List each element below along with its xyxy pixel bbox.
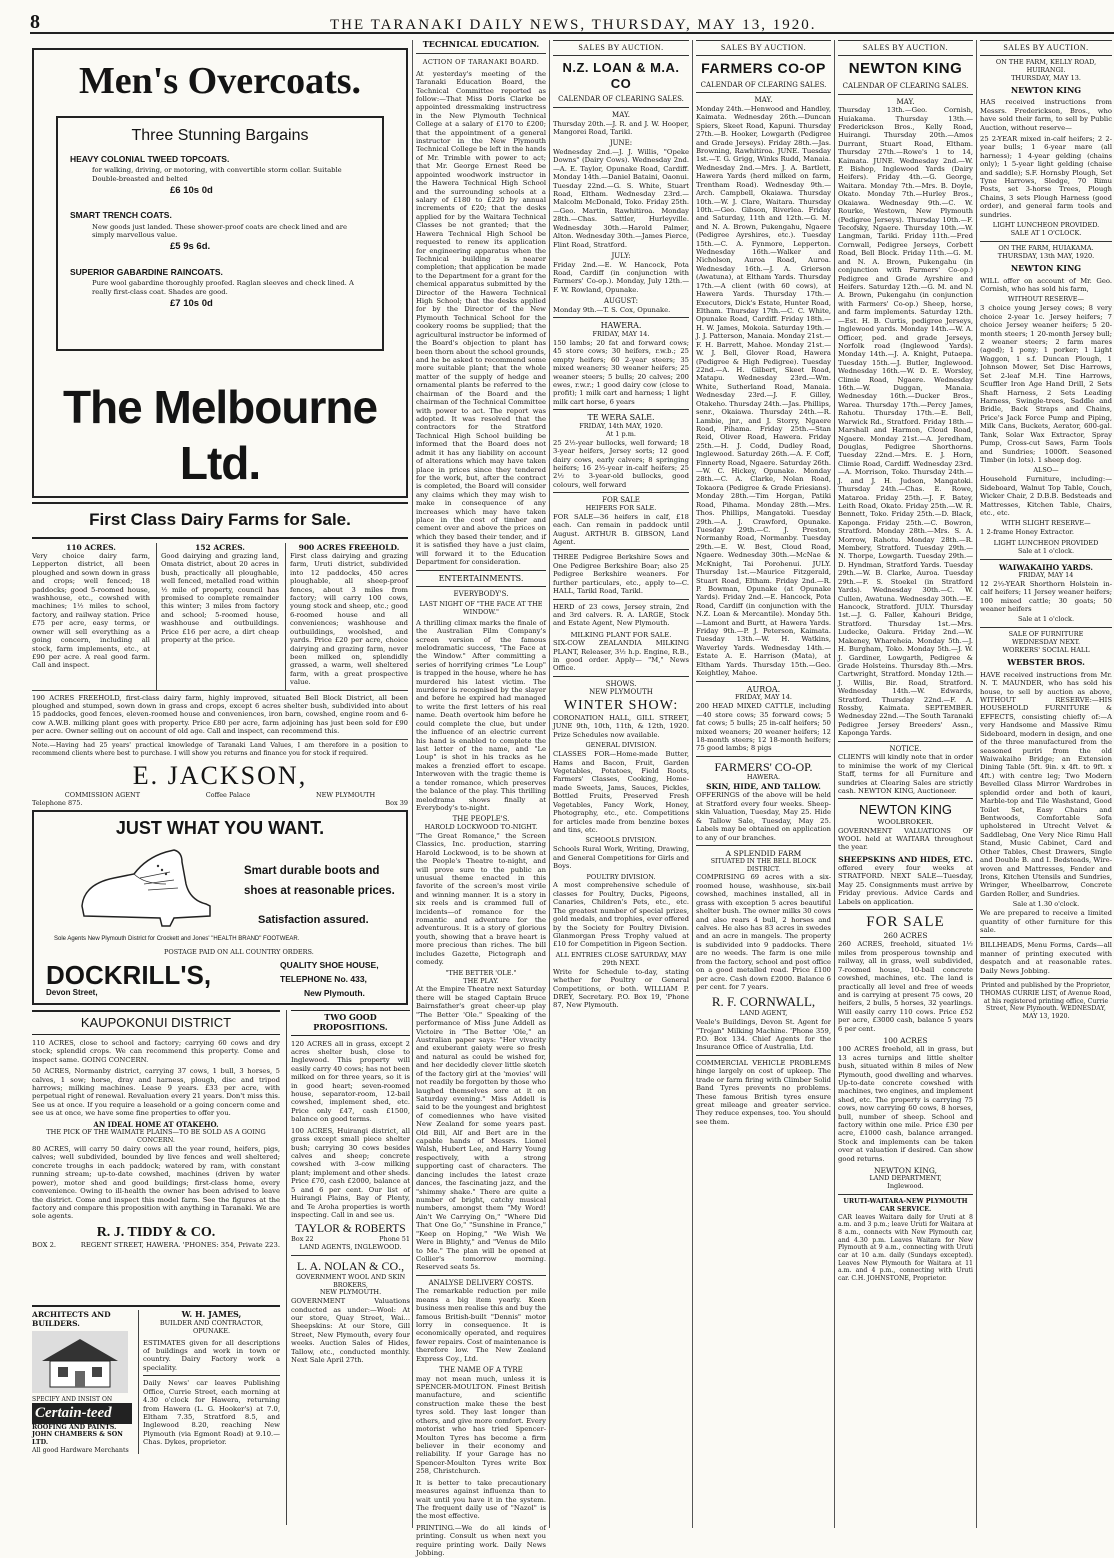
auroa-heading: AUROA. bbox=[746, 684, 781, 694]
sales-by-auction: SALES BY AUCTION. bbox=[696, 40, 831, 56]
agent-name: E. JACKSON, bbox=[132, 761, 308, 791]
face-body: A thrilling climax marks the finale of the Australian Film Company's screen version of the famous melodramatic success, "The Face at the Window." After committing a series of horrifying crimes "Le Loup" is trapped in the house, where he has murdered his latest victim. The murderer is recognised by the slayer and before he expired had managed to write the first letters of his real name. Death overtook him before he could complete the clue, but under the influence of an electric current his hand is enabled to complete the last letter of the name, and "Le Loup" is shot in his tracks as he makes a frenzied effort to escape. Interwoven with the tragic theme is a tender romance, which preserves the balance of the play. This thrilling melodrama shows finally at Everybody's to-night. bbox=[416, 618, 546, 812]
huiakama-date: THURSDAY, 13th MAY, 1920. bbox=[997, 251, 1095, 260]
farm-long: 190 ACRES FREEHOLD, first-class dairy farm, highly improved, situated Bell Block District, all been ploughed and stumped, sown down in grass and crops, except 6 acres shelter bush, subdivided into about 15 paddocks, good fences, eleven-roomed house and conveniences, iron barn, cowshed, engine room and 6-cow A.W.B. milking plant goes with property. Price £80 per acre, farm adjoining has just been sold for £90 per acre. Owner selling out on account of old age. Call and inspect, can recommend this. bbox=[32, 690, 408, 736]
sales-by-auction: SALES BY AUCTION. bbox=[980, 40, 1112, 56]
cornwall-address: Veale's Buildings, Devon St. Agent for "Trojan" Milking Machine. 'Phone 359, P.O. Box 134. Chief Agents for the Insurance Office of Australia, Ltd. bbox=[696, 1018, 831, 1052]
lunch-2: LIGHT LUNCHEON PROVIDED bbox=[993, 538, 1099, 547]
hardware-text: All good Hardware Merchants bbox=[32, 1446, 129, 1454]
farm-column bbox=[32, 543, 150, 690]
sale-1: SALE AT 1 O'CLOCK. bbox=[1010, 229, 1082, 238]
splendid-body: COMPRISING 69 acres with a six-roomed house, washhouse, six-bail cowshed, machines installed, all in grass with exception 5 acres beautiful shelter bush. The owner milks 30 cows and also rears 4 bull, 2 horses and calves. He also has 83 acres in swedes and an acre in mangels. The property is subdivided into 9 paddocks. There are no weeds. The farm is one mile from the factory, school and post office on a good metalled road. Price £100 per acre. Cash down £2000. Balance 6 per cent. for 7 years. bbox=[696, 873, 831, 991]
nolan-town: NEW PLYMOUTH. bbox=[319, 1288, 382, 1297]
dockrill-quality: QUALITY SHOE HOUSE, bbox=[280, 960, 379, 970]
agent-town: NEW PLYMOUTH bbox=[315, 791, 376, 800]
nk-heading: NEWTON KING bbox=[1010, 84, 1082, 95]
tewera-heading: TE WERA SALE. bbox=[587, 413, 655, 423]
farm-heading: ON THE FARM, KELLY ROAD, HUIRANGI. bbox=[995, 57, 1097, 74]
farm-title: 110 ACRES. bbox=[66, 542, 116, 552]
dockrill-line-2: shoes at reasonable prices. bbox=[244, 885, 395, 897]
sales-by-auction: SALES BY AUCTION. bbox=[553, 40, 689, 56]
dockrill-telephone: TELEPHONE No. 433, bbox=[280, 974, 367, 984]
tewera-time: At 1 p.m. bbox=[606, 429, 636, 438]
dockrill-ad bbox=[32, 810, 408, 1005]
nolan-name: L. A. NOLAN & CO., bbox=[296, 1259, 405, 1274]
dockrill-line-1: Smart durable boots and bbox=[244, 865, 380, 877]
imprint: Printed and published by the Proprietor, THOMAS CURRIE LIST, of Avenue Road, at his registered printing office, Currie Street, New Plymouth. WEDNESDAY, MAY 13, 1920. bbox=[980, 982, 1112, 1021]
hawera-body: 150 lambs; 20 fat and forward cows; 45 store cows; 30 heifers, r.w.b.; 25 empty heifers; 60 2-year steers; 35 mixed weaners; 30 weaner heifers; 25 weaner steers; 5 bulls; 20 calves; 200 ewes, r.w.r.; 1 good dairy cow (close to profit); 1 milk cart and harness; 1 light milk cart horse, 6 years bbox=[553, 338, 689, 406]
wool-body: GOVERNMENT VALUATIONS OF WOOL held at WAITARA throughout the year. bbox=[838, 826, 973, 852]
entries-body: Write for Schedule to-day, stating whether for Poultry or General Competitions, or both. WILLIAM P. DREY, Secretary. P.O. Box 19, 'Phone 87, New Plymouth. bbox=[553, 967, 689, 1010]
nk-list: 25 2-YEAR mixed in-calf heifers; 2 2-year bulls; 1 6-year mare (all harness); 1 4-year gelding (chains only); 1 5-year light gelding (chaise and saddle); S.F. Hornsby Plough, Set Tyne Harrows, Sledge, 70 Rimu Posts, set 3-horse Trees, Plough Chains, 3 sets Plough Harness (good order), and general farm tools and sundries. bbox=[980, 134, 1112, 219]
splendid-heading: A SPLENDID FARM bbox=[725, 849, 802, 858]
sales-by-auction: SALES BY AUCTION. bbox=[838, 40, 973, 56]
column-technical bbox=[416, 39, 547, 1558]
milking-body: SIX-COW ZEALANDIA MILKING PLANT, Releaser, 3½ h.p. Engine, R.B., in good order. Apply— "M," News Office. bbox=[553, 639, 689, 673]
wool-heading: NEWTON KING bbox=[859, 802, 952, 818]
peoples-heading: THE PEOPLE'S. bbox=[452, 815, 510, 824]
column-rule bbox=[549, 40, 550, 1528]
harold-body: "The Great Romance," the Screen Classics, Inc. production, starring Harold Lockwood, is to be shown at the People's Theatre to-night, and will prove sure to the public an unusual theme enacted in this favorite of the screen's most virile and winning manner. It is a story in six reels and is crammed full of incidents—of romance for the romantic and adventure for the adventurous. It is a story of glorious youth, showing that a brave heart is more precious than riches. The bill includes Gazette, Pictograph and comedy. bbox=[416, 831, 546, 967]
melbourne-ad bbox=[32, 48, 408, 498]
forsale-heading: FOR SALE bbox=[866, 914, 945, 931]
tyre-body: may not mean much, unless it is SPENCER-MOULTON. Finest British manufacture, and scientific construction make these the best tyres sold. They last longer than others, and give more comfort. Every motorist who has tried Spencer-Moulton Tyres has become a firm believer in their economy and reliability. If your Garage has no Spencer-Moulton Tyres write Box 258, Christchurch. bbox=[416, 1374, 546, 1476]
nk2-body: WILL offer on account of Mr. Geo. Cornish, who has sold his farm, bbox=[980, 276, 1112, 294]
item-price: £6 10s 0d bbox=[170, 184, 213, 196]
bargains-heading: Three Stunning Bargains bbox=[131, 127, 309, 145]
roofing-text: ROOFING AND PAINTS. bbox=[32, 1423, 117, 1431]
better-heading: "THE BETTER 'OLE." bbox=[445, 968, 517, 977]
sale-3: Sale at 1 o'clock. bbox=[1017, 615, 1075, 624]
proposition-2: 100 ACRES, Huirangi district, all grass except small piece shelter bush; carrying 30 cows besides calves and sheep; concrete cowshed with 3-cow milking plant; implement and other sheds. Price £70, cash £2000, balance at 5 and 6 per cent. Our list of Huirangi Plains, Bay of Plenty, and Te Aroha properties is worth inspecting. Call in and see us. bbox=[291, 1126, 410, 1219]
printing-body: PRINTING.—We do all kinds of printing. Consult us when next you require printing work. Daily News Jobbing. bbox=[416, 1523, 546, 1558]
reserve-body: 1 2-frame Honey Extractor. bbox=[980, 528, 1075, 537]
cornwall-name: R. F. CORNWALL, bbox=[711, 994, 816, 1010]
furniture-heading: SALE OF FURNITURE bbox=[1008, 630, 1084, 639]
workers-hall: WORKERS' SOCIAL HALL bbox=[1002, 646, 1090, 655]
nolan-role: GOVERNMENT WOOL AND SKIN BROKERS, bbox=[295, 1273, 406, 1289]
loan-july-body: Friday 2nd.—E. W. Hancock, Pota Road, Cardiff (in conjunction with Farmers' Co-op.). Monday, July 12th.—F. W. Rowland, Opunake. bbox=[553, 260, 689, 294]
fc-body: OFFERINGS of the above will be held at Stratford every four weeks. Sheep-skin Valuation, Tuesday, May 25. Hide & Tallow Sale, Tuesday, May 25. Labels may be obtained on application to any of our branches. bbox=[696, 791, 831, 842]
commercial-body: COMMERCIAL VEHICLE PROBLEMS hinge largely on cost of upkeep. The trade or farm firing with Climber Solid Band Tyres prevents no problems. These famous British tyres ensure great mileage and greater service. They reduce expenses, too. You should see them. bbox=[696, 1058, 831, 1126]
notice-heading: NOTICE. bbox=[889, 744, 922, 753]
nk2-heading: NEWTON KING bbox=[1010, 262, 1082, 273]
acres100-heading: 100 ACRES bbox=[883, 1036, 928, 1046]
kaupokonui-heading: KAUPOKONUI DISTRICT bbox=[32, 1010, 280, 1035]
precaution-body: It is better to take precautionary measures against influenza than to wait until you have it in the system. The frequent daily use of "Nazol" is the most effective. bbox=[416, 1478, 546, 1521]
cornwall-role: LAND AGENT, bbox=[739, 1009, 788, 1018]
item-name: SUPERIOR GABARDINE RAINCOATS. bbox=[70, 266, 223, 277]
kaupokonui-p3: 80 ACRES, will carry 50 dairy cows all the year round, heifers, pigs, calves; well subdivided, bounded by live fences and well sheltered; concrete troughs in each paddock; watered by ram, with constant running stream; up-to-date cowshed, machines (driven by water power), motor shed and good buildings; first-class home, every convenience. Owing to ill-health the owner has been advised to leave the district. Come and inspect this model farm. See the figures at the factory and compare this proposition with anything in Taranaki. We are sole agents. bbox=[32, 1145, 280, 1221]
agent-box: Box 39 bbox=[385, 798, 408, 807]
woolbroker: WOOLBROKER. bbox=[877, 818, 934, 827]
analyse-heading: ANALYSE DELIVERY COSTS. bbox=[428, 1278, 534, 1287]
webster-body: HAVE received instructions from Mr. N. T. MAUNDER, who has sold his house, to sell by auction as above, WITHOUT RESERVE:—HIS HOUSEHOLD FURNITURE & EFFECTS, consisting chiefly of:—A very Handsome and Massive Rimu Sideboard, modern in design, and one of the three manufactured from the seasoned puriri from the old Waiwakaiho Bridge; an Extension Dining Table (5ft. 9in. x 4ft. to 9ft. x 4ft.) with centre leg; Two Modern Bevelled Glass Mirror Wardrobes in splendid order and both of kauri, Marble-top and Tile Washstand, Good Toilet Set, Easy Chairs and Bentwoods, Comfortable Sofa upholstered in Utrecht Velvet & Saddlebag, One Very Nice Rimu Hall Stand, Music Cabinet, Card and Other Tables, Chest Drawers, Single and Double B. and I. Bedsteads, Wire-woven and Mattresses, Fender and Irons, Kitchen Utensils and Sundries, Wringer, Wheelbarrow, Concrete Garden Roller, and Sundries. bbox=[980, 670, 1112, 898]
column-farmers-coop bbox=[696, 40, 831, 1528]
ad-heading: Men's Overcoats. bbox=[78, 60, 362, 102]
builder-role: BUILDER AND CONTRACTOR, OPUNAKE. bbox=[159, 1318, 264, 1335]
house-icon bbox=[32, 1331, 128, 1393]
entertainments-heading: ENTERTAINMENTS. bbox=[438, 573, 524, 583]
column-rule bbox=[834, 40, 835, 1528]
land-dept-name: NEWTON KING, bbox=[873, 1166, 938, 1176]
proposition-1: 120 ACRES all in grass, except 2 acres shelter bush, close to Inglewood. This property will easily carry 40 cows; has not been milked on for three years, so it is in good heart; seven-roomed house, separator-room, 12-bail cowshed, implement shed, etc. Price only £47, cash £1500, balance on good terms. bbox=[291, 1039, 410, 1124]
fc-town: HAWERA. bbox=[746, 773, 781, 782]
builder-text: ESTIMATES given for all descriptions of buildings and work in town or country. Dairy Factory work a speciality. bbox=[143, 1338, 280, 1372]
farmers-may: MAY. bbox=[754, 96, 773, 105]
entries-heading: ALL ENTRIES CLOSE SATURDAY, MAY 29th NEXT. bbox=[555, 950, 687, 967]
harold-heading: HAROLD LOCKWOOD TO-NIGHT. bbox=[424, 822, 538, 831]
masthead bbox=[30, 8, 1114, 34]
loan-may-body: Thursday 20th.—J. R. and J. W. Hooper, Mangorei Road, Tarikl. bbox=[553, 119, 689, 136]
daily-news-car: Daily News' car leaves Publishing Office, Currie Street, each morning at 4.30 o'clock for Hawera, returning from Hawera (L. G. Hooker's) at 7.0, Eltham 7.35, Stratford 8.5, and Inglewood 8.20, reaching New Plymouth (via Egmont Road) at 9.10.—Chas. Dykes, proprietor. bbox=[143, 1379, 280, 1447]
general-heading: GENERAL DIVISION. bbox=[585, 741, 657, 750]
shows-heading: SHOWS. bbox=[605, 679, 637, 688]
better-body: At the Empire Theatre next Saturday there will be staged Captain Bruce Bairnsfather's great cheer-up play "The Better 'Ole." Speaking of the performance of Miss June Addell as Victoire in "The Better 'Ole," an Australian paper says: "Her vivacity and exuberant gaiety were so fresh and natural as could be wished for, and her decidedly clever little sketch of the factory girl at the 'movies' will not readily be forgotten by those who laughed themselves sore at it on Saturday evening." Miss Addell is said to be the youngest and brightest of comediennes who have visited New Zealand for some years past. Old Bill, Alf and Bert are in the capable hands of Messrs. Lionel Walsh, Hubert Lee, and Harry Young respectively, with a strong supporting cast of characters. The dancing includes the latest craze dances, the fascinating jazz, and the "shimmy shake." There are quite a number of bright, catchy musical numbers, amongst them "My Word! Ain't We Carrying On," "Where Did That One Go," "Sunshine in France," "Keep on Hoping," "We Wish We Were in Blighty," and "Venus de Milo to Me." The plan will be opened at Collier's tomorrow morning. Reserved seats 5s. bbox=[416, 985, 546, 1272]
propositions-ad bbox=[286, 1010, 410, 1525]
kaupokonui-p2: 50 ACRES, Normanby district, carrying 37 cows, 1 bull, 3 horses, 5 calves, 1 sow; horse, dray and harness, plough, disc and tripod harrows; milking machines. Lease 9 years. £33 per acre, with perpetual right of renewal. Revaluation every 21 years. Don't miss this. See us at once. If you require a leasehold or a going concern come and see us at once, we have some fine properties to offer you. bbox=[32, 1067, 280, 1118]
dockrill-name: DOCKRILL'S, bbox=[46, 960, 212, 990]
dockrill-town: New Plymouth. bbox=[304, 988, 365, 998]
taylor-roberts: TAYLOR & ROBERTS bbox=[295, 1223, 406, 1236]
acres260-heading: 260 ACRES bbox=[883, 931, 928, 941]
taylor-box: Box 22 bbox=[291, 1235, 314, 1244]
sale-2: Sale at 1 o'clock. bbox=[1017, 546, 1075, 555]
without-reserve: WITHOUT RESERVE— bbox=[1008, 295, 1084, 304]
nk-body: HAS received instructions from Messrs. Frederickson, Bros., who have sold their farm, to sell by Public Auction, without reserve— bbox=[980, 98, 1112, 132]
sheepskins-body: offered every four weeks at STRATFORD. NEXT SALE—Tuesday, May 25. Consignments must arrive by Friday previous. Advice Cards and Labels on application. bbox=[838, 863, 973, 906]
land-dept-role: LAND DEPARTMENT, bbox=[869, 1174, 942, 1183]
farms-heading: First Class Dairy Farms for Sale. bbox=[32, 502, 408, 539]
sheepskins-heading: SHEEPSKINS AND HIDES, ETC. bbox=[838, 854, 973, 864]
loan-july: JULY: bbox=[611, 251, 631, 260]
hawera-date: FRIDAY, MAY 14. bbox=[592, 329, 650, 338]
agent-telephone: Telephone 875. bbox=[32, 798, 83, 807]
shoe-icon bbox=[74, 844, 224, 929]
column-rule bbox=[692, 40, 693, 1528]
waiwakaiho-body: 12 2½-YEAR Shorthorn Holstein in-calf heifers; 11 Jersey weaner heifers; 100 mixed cattle; 30 goats; 50 weaner heifers bbox=[980, 579, 1112, 613]
newton-calendar: CALENDAR OF CLEARING SALES. bbox=[842, 82, 969, 91]
certainteed-brand: Certain-teed bbox=[32, 1403, 132, 1423]
milking-heading: MILKING PLANT FOR SALE. bbox=[570, 630, 672, 639]
poultry-body: A most comprehensive schedule of classes for Poultry, Ducks, Pigeons, Canaries, Children's Pets, etc., etc. The greatest number of special prizes, gold medals, and trophies, ever offered by the Society for Poultry Division. Glanmorgan Press Trophy valued at £10 for Competition in Pigeon Section. bbox=[553, 881, 689, 949]
loan-may: MAY. bbox=[612, 111, 630, 119]
also-body: Household Furniture, including:—Sideboard, Walnut Top Table, Couch, Wicker Chair, 2 D.B.B. Bedsteads and Mattresses, Kitchen Table, Chairs, etc., etc. bbox=[980, 475, 1112, 517]
item-desc: Pure wool gabardine thoroughly proofed. Raglan sleeves and check lined. A really first-class coat. Shades are good. bbox=[92, 279, 354, 296]
uruti-body: CAR leaves Waitara daily for Uruti at 8 a.m. and 3 p.m.; leave Uruti for Waitara at 8 a.m., connects with New Plymouth car, and 4.30 p.m. Leaves Waitara for New Plymouth at 9 a.m., connecting with Uruti car at 10 a.m. daily (Sundays excepted). Leaves New Plymouth for Waitara at 11 a.m. and 4 p.m., connecting with Uruti car. C.H. JOHNSTONE, Proprietor. bbox=[838, 1213, 973, 1282]
dockrill-line-3: Satisfaction assured. bbox=[258, 914, 369, 926]
kaupokonui-sub: AN IDEAL HOME AT OTAKEHO. bbox=[93, 1119, 219, 1129]
farm-note: Note.—Having had 25 years' practical knowledge of Taranaki Land Values, I am therefore in a position to recommend clients where best to purchase. I will show you returns and finance you for stock if required. bbox=[32, 739, 408, 758]
analyse-body: The remarkable reduction per mile means a big item yearly. Keen business men realise this and buy the famous British-built "Dennis" motor lorry in consequence. It is economically operated, and requires fewer repairs. Cost of maintenance is therefore low. The New Zealand Express Coy., Ltd. bbox=[416, 1287, 547, 1363]
schools-heading: SCHOOLS DIVISION. bbox=[585, 836, 657, 845]
farmers-banner: FARMERS CO-OP bbox=[701, 59, 826, 76]
item-price: £5 9s 6d. bbox=[170, 241, 211, 253]
kaupokonui-box: BOX 2. bbox=[32, 1240, 57, 1249]
builder-name: W. H. JAMES, bbox=[181, 1309, 242, 1319]
reserve-heading: WITH SLIGHT RESERVE— bbox=[1001, 519, 1091, 528]
farm-title: 900 ACRES FREEHOLD. bbox=[298, 542, 400, 552]
farm-body: First class dairying and grazing farm, Uruti district, subdivided into 12 paddocks, 450 acres ploughable, all sheep-proof fences, about 3 miles from factory; will carry 100 cows, young stock and sheep, etc.; good 6-roomed house and all conveniences; washhouse and outbuildings, woolshed, and yards. Price £20 per acre, choice dairying and grazing farm, never been milked on, splendidly grassed, a warm, well sheltered farm, with a great prospective value. bbox=[290, 551, 408, 687]
column-rule bbox=[976, 40, 977, 1528]
loan-aug-body: Monday 9th.—T. S. Cox, Opunake. bbox=[553, 305, 671, 314]
column-last bbox=[980, 40, 1112, 1528]
schools-body: Schools Rural Work, Writing, Drawing, and General Competitions for Girls and Boys. bbox=[553, 845, 689, 871]
tyre-heading: THE NAME OF A TYRE bbox=[439, 1366, 523, 1375]
prepared-body: We are prepared to receive a limited quantity of other furniture for this sale. bbox=[980, 909, 1112, 934]
kaupokonui-ad bbox=[32, 1010, 280, 1300]
item-price: £7 10s 0d bbox=[170, 297, 213, 309]
tewera-date: FRIDAY, 14th MAY, 1920. bbox=[579, 421, 663, 430]
propositions-heading: TWO GOOD PROPOSITIONS. bbox=[291, 1010, 410, 1036]
taylor-role: LAND AGENTS, INGLEWOOD. bbox=[299, 1243, 402, 1252]
tewera-body: 25 2½-year bullocks, well forward; 18 3-year heifers, Jersey sorts; 12 good dairy cows, early calvers; 8 springing heifers; 16 2½-year in-calf heifers; 25 2½ to 3-year-old bullocks, good colours, well forward bbox=[553, 438, 689, 489]
technical-sub: ACTION OF TARANAKI BOARD. bbox=[422, 57, 540, 66]
farm-column bbox=[285, 543, 408, 690]
fc-sub: SKIN, HIDE, AND TALLOW. bbox=[706, 782, 821, 792]
loan-calendar: CALENDAR OF CLEARING SALES. bbox=[558, 95, 684, 104]
play-heading: THE PLAY. bbox=[463, 976, 499, 985]
loan-banner: N.Z. LOAN & M.A. CO bbox=[562, 59, 680, 91]
heifers-body: FOR SALE—36 heifers in calf, £18 each. Can remain in paddock until August. ARTHUR B. GIBSON, Land Agent. bbox=[553, 512, 689, 547]
newton-body: Thursday 13th.—Geo. Cornish, Huiakama. Thursday 13th.—Frederickson Bros., Kelly Road, Huirangi. Thursday 20th.—Amos Durrant, Stuart Road, Eltham. Thursday 27th.—Rowe's 1 to 14, Kaimata. JUNE. Wednesday 2nd.—W. P. Bishop, Inglewood Yards (Dairy Heifers). Friday 4th.—G. George, Waitara. Monday 7th.—Mrs. B. Doyle, Okato. Monday 7th.—Hurley Bros., Okaiawa. Wednesday 9th.—C. W. Rourke, Westown, New Plymouth (Pedigree Jerseys). Thursday 10th.—F. Tecofsky, Ngaere. Thursday 10th.—W. Langman, Tariki. Friday 11th.—Fred Cornwall, Pedigree Jerseys, Corbett Road, Bell Block. Friday 11th.—G. M. and N. A. Brown, Pukengahu (in conjunction with Farmers' Co-op.) Pedigree and Grade Ayrshire and Heifers. Saturday 12th.—G. M. and N. A. Brown, Pukengahu (in conjunction with Farmers' Co-op.) Sheep, horse, and farm implements. Saturday 12th.—Est. H. B. Curtis, pedigree Jerseys, Inglewood yards. Monday 14th.—W. A. Officer, ped. and grade Jerseys, Norfolk road (Inglewood Yards). Monday 14th.—J. A. Knight, Putaepa. Tuesday 15th.—J. Butler, Inglewood. Wednesday 16th.—W. D. E. Worsley, Climie Road, Ngaere. Wednesday 16th.—W. Duggan, Manaia. Wednesday 16th.—Ducker Bros., Warea. Thursday 17th.—Percy James, Rahotu. Thursday 17th.—E. Bell, Warwick Rd., Stratford. Friday 18th.—Marshall and Harmon, Cloud Road, Ngaere. Monday 21st.—A. Jeredham, Douglas, Pedigree Shorthorns. Tuesday 22nd.—Mrs. E. J. Horn, Climie Road, Cardiff. Wednesday 23rd.—A. Morrison, Toko. Thursday 24th.—J. and J. H. Judson, Mangatoki. Thursday 24th.—Chas. E. Rowe, Mataroa. Friday 25th.—J. F. Batey, Leith Road, Okato. Friday 25th.—W. R. Bennett, Toko. Friday 25th.—D. Black, Kaponga. Friday 25th.—C. Bowron, Stratford. Monday 28th.—Mrs. S. A. Morrow, Rahotu. Monday 28th.—R. Membery, Stratford. Tuesday 29th.—N. Thorpe, Lowgarth. Tuesday 29th.—D. Hyndman, Stratford Yards. Tuesday 29th.—W. B. Clarke, Auroa. Tuesday 29th.—F. S. Stoekel (in Stratford Yards). Wednesday 30th.—C. W. Cullen, Awatuna. Wednesday 30th.—E. Hancock, Stratford. JULY. Thursday 1st.—J. G. Faller, Kahouri Bridge, Stratford. Thursday 1st.—Mrs. Ludecke, Oakura. Friday 2nd.—W. Makeney, Whareheia. Monday 5th.—J. H. Burgham, Toko. Monday 5th.—J. W. J. Gardiner, Lowgarth, Pedigree & Grade Holsteins. Thursday 8th.—Mrs. Cartwright, Stratford. Monday 12th.—J. Willis, Bir. Road, Stratford. Wednesday 14th.—W. Edwards, Stratford. Thursday 22nd.—F. A. Rossby, Kaimata. SEPTEMBER. Wednesday 22nd.—The South Taranaki Pedigree Jersey Breeders' Assn., Kaponga Yards. bbox=[838, 106, 974, 738]
column-nz-loan bbox=[553, 40, 689, 1528]
farmers-body: Monday 24th.—Henwood and Handley, Kaimata. Wednesday 26th.—Duncan Spiers, Skeet Road, Kapuni. Thursday 27th.—B. Hooker, Lowgarth (Pedigree and Grade Jerseys). Friday 28th.—Jas. Browning, Rawhitiroa. JUNE. Tuesday 1st.—T. G. Grigg, Winks Rudd, Manaia. Wednesday 2nd.—Mrs. J. A. Bartlett, Hawera Yards (herd milked on farm, Trentham Road). Wednesday 9th.—Arch. Campbell, Okaiawa. Thursday 10th.—W. J. Clare, Waitara. Thursday 10th.—Geo. Gibson, Riverlea. Friday and Saturday, 11th and 12th.—G. M. and N. A. Brown, Pukengahu, Ngaere (Pedigree Ayrshires, etc.). Tuesday 15th.—C. A. Fynmore, Lepperton. Wednesday 16th.—Walker and Nicholson, Auroa Road, Auroa. Wednesday 16th.—J. A. Grierson (Awatuna), at Eltham Yards. Thursday 17th.—A client (with 60 cows), at Hawera Yards. Thursday 17th.—Executors, Dick's Estate, Hunter Road, Eltham. Thursday 17th.—C. C. White, Opunake Road, Cardiff. Friday 18th.—H. W. James, Mokoia. Saturday 19th.—J. J. Patterson, Manaia. Monday 21st.—F. H. Barrett, Mahoe. Monday 21st.—W. J. Bell, Glover Road, Hawera (Pedigree & High Pedigree). Tuesday 22nd.—A. H. Gilbert, Skeet Road, Matapu. Wednesday 23rd.—Wm. White, Sutherland Road, Manaia. Wednesday 23rd.—J. F. Gilley, Otakeho. Thursday 24th.—Jas. Phillips, senr., Okaiawa. Thursday 24th.—R. Lambie, jnr., and J. Storry, Ngaere Road, Pihama. Friday 25th.—Stan Reid, Oliver Road, Hawera. Friday 25th.—H. J. Codd, Dudley Road, Inglewood. Saturday 26th.—A. F. Coff, Finnerty Road, Ngaere. Saturday 26th.—W. C. Hickey, Opunake. Monday 28th.—C. A. Clarke, Nolan Road, Tokaora (Pedigree & Grade Friesians). Monday 28th.—Tim Horgan, Patiki Road, Pihama. Monday 28th.—Mrs. Thos. Phillips, Mangatoki. Tuesday 29th.—A. J. Crawford, Opunake. Tuesday 29th.—C. J. Preston, Normanby Road, Normanby. Tuesday 29th.—E. W. Best, Cloud Road, Ngaere. Wednesday 30th.—McNae & McKnight, Tai Porohenui. JULY. Thursday 1st.—Maurice Fitzgerald, Stuart Road, Eltham. Friday 2nd.—R. P. Bowman, Opunake (at Opunake Yards). Friday 2nd.—E. Hancock, Pota Road, Cardiff (in conjunction with the N.Z. Loan & Mercantile). Monday 5th.—Lamont and Burtt, at Hawera Yards. Friday 9th.—P. J. Peterson, Kaimata. Tuesday 13th.—W. H. Watkins, Waverley Yards. Wednesday 14th.—Estate A. E. Harrison (Mata), at Eltham Yards. Thursday 15th.—Geo. Keightley, Mahoe. bbox=[696, 104, 831, 678]
farmers-calendar: CALENDAR OF CLEARING SALES. bbox=[700, 80, 827, 89]
farm-date: THURSDAY, MAY 13. bbox=[1011, 73, 1081, 82]
face-heading: LAST NIGHT OF "THE FACE AT THE WINDOW." bbox=[419, 599, 543, 616]
specify-text: SPECIFY AND INSIST ON bbox=[32, 1396, 113, 1404]
farms-ad bbox=[32, 502, 408, 807]
builder-ad bbox=[138, 1310, 280, 1454]
farm-body: Very choice dairy farm, Lepperton district, all been ploughed and sown down in grass and crops; well fenced; 18 paddocks; good 5-roomed house, washhouse, etc., cowshed with machines; 1½ miles to school, factory, and railway station. Price £75 per acre, easy terms, or owner will sell everything as a going concern, including all stock, farm implements, etc., at £90 per acre. A real good farm. Call and inspect. bbox=[32, 551, 150, 670]
sale-4: Sale at 1.30 o'clock. bbox=[1012, 900, 1080, 909]
heifers-heading: HEIFERS FOR SALE. bbox=[585, 503, 657, 512]
poultry-heading: POULTRY DIVISION. bbox=[586, 872, 656, 881]
column-rule bbox=[412, 40, 413, 1528]
agent-address: Coffee Palace bbox=[205, 791, 251, 800]
bargains-box bbox=[56, 116, 384, 351]
hawera-heading: HAWERA. bbox=[600, 321, 642, 331]
loan-june: JUNE: bbox=[609, 139, 633, 148]
auroa-body: 200 HEAD MIXED CATTLE, including—40 store cows; 35 forward cows; 5 fat cows; 5 bulls; 25 in-calf heifers; 50 mixed weaners; 20 weaner heifers; 12 18-month steers; 12 18-month heifers; 75 good lambs; 8 pigs bbox=[696, 702, 831, 753]
billheads-body: BILLHEADS, Menu Forms, Cards—all manner of printing executed with despatch and at reasonable rates. Daily News Jobbing. bbox=[980, 941, 1112, 975]
general-body: CLASSES FOR—Home-made Butter, Hams and Bacon, Fruit, Garden Vegetables, Potatoes, Field Roots, Farmers' Classes, Cooking, Home-made Sweets, Jams, Sauces, Pickles, Bottled Fruits, Preserved Fresh Vegetables, Fancy Work, Honey, Photography, etc., etc. Competitions for articles made from benzine boxes and tins, etc. bbox=[553, 750, 689, 834]
kaupokonui-p1: 110 ACRES, close to school and factory; carrying 60 cows and dry stock; splendid crops. We can recommend this property. Come and inspect same. GOING CONCERN. bbox=[32, 1038, 280, 1064]
nolan-body: GOVERNMENT Valuations conducted as under:—Wool: At our store, Quay Street, Wai... Sheepskins: At our Store, Gill Street, New Plymouth, every four weeks. Auction Sales of Hides, Tallow, etc., conducted monthly. Next Sale April 27th. bbox=[291, 1297, 410, 1365]
wednesday-next: WEDNESDAY NEXT. bbox=[1011, 638, 1081, 647]
firm-text: JOHN CHAMBERS & SON LTD. bbox=[32, 1431, 123, 1447]
winter-body: CORONATION HALL, GILL STREET, JUNE 9th, 10th, 11th, & 12th, 1920. Prize Schedules now available. bbox=[553, 713, 689, 739]
auroa-date: FRIDAY, MAY 14. bbox=[735, 693, 792, 702]
pigs-body: THREE Pedigree Berkshire Sows and One Pedigree Berkshire Boar; also 25 Pedigree Berkshire weaners. For further particulars, etc., apply to—C. HALL, Tarikl Road, Tarikl. bbox=[553, 553, 689, 596]
land-dept-town: Inglewood. bbox=[887, 1182, 924, 1191]
item-desc: for walking, driving, or motoring, with convertible storm collar. Suitable Double-breasted and belted bbox=[92, 166, 342, 183]
architects-heading: ARCHITECTS AND BUILDERS. bbox=[32, 1310, 111, 1329]
dockrill-street: Devon Street, bbox=[46, 988, 98, 997]
page-number: 8 bbox=[30, 11, 40, 33]
item-desc: New goods just landed. These shower-proof coats are check lined and are simply marvellous value. bbox=[92, 222, 348, 240]
splendid-sub: SITUATED IN THE BELL BLOCK DISTRICT. bbox=[710, 858, 817, 873]
column-newton-king bbox=[838, 40, 973, 1528]
technical-body: At yesterday's meeting of the Taranaki Education Board, the Technical Committee reported as follow:—That Miss Doris Clarke be appointed dressmaking instructress in the New Plymouth Technical College at a salary of £170 to £200; that the appointment of a general instructor in the New Plymouth Technical College be left in the hands of Mr. Trimble with power to act; that Mr. George Ernest Reed be appointed woodwork instructor in the Hawera Technical High School and the surrounding schools at a salary of £180 to £220 by annual increments of £20; that the desks applied for by the Waitara Technical Classes be not granted; that the Hawera Technical High School be requested to renew its application for engineering apparatus when the Technical building is nearer completion; that application be made to the Department for a grant for the chemical apparatus submitted by the Director of the Hawera Technical High School; that the desks applied for by the Director of the New Plymouth Technical School for the cookery rooms be supplied; that the agricultural instructor be informed of the Board's objection to plant has been thorn about the school grounds, and he be asked to recommend some more suitable plant; that the whole matter of the supply of hedge and ornamental plants be referred to the chairman of the Board and the chairman of the Technical Committee with power to act. The report was adopted. It was resolved that the contractors for the Stratford Technical High School building be informed that the Board does not admit it has any liability on account of alterations which may have taken place in prices since they tendered for the work, but, after the contract is completed, the Board will consider any claims which they may wish to make in consequence of any increases which may have taken place in the cost of timber and cement over and above the prices on which they based their tender, and if it is satisfied they have a just claim, will forward it to the Education Department for consideration. bbox=[416, 69, 546, 567]
list-2: 3 choice young Jersey cows; 8 very choice 2-year 1c. Jersey heifers; 7 choice Jersey weaner heifers; 5 20-month steers; 1 20-month Jersey bull; 2 weaner steers; 2 farm mares (aged); 1 pony; 1 porker; 1 Light Waggon, 1 s.f. Duncan Plough, 1 Johnson Mower, Set Disc Harrows, Set 2-leaf M.H. Tine Harrows, Scuffler Iron Age Hand Drill, 2 Sets Shaft Harness, 2 Sets Leading Harness, Swingle-trees, Saddle and Bridle, Back Straps and Chains, Price's Jack Force Pump and Piping, Milk Cans, Buckets, Aerator, 600-gal. Tank, Solar Wax Extractor, Spray Pump, Cross-cut Saws, Farm Tools and Sundries; 1000ft. Seasoned Timber (in lots). 1 sheep dog. bbox=[980, 304, 1112, 464]
agent-role: COMMISSION AGENT bbox=[64, 791, 141, 800]
architects-ad bbox=[32, 1305, 280, 1525]
loan-june-body: Wednesday 2nd.—J. J. Willis, "Opeke Downs" (Dairy Cows). Wednesday 2nd.—A. E. Taylor, Opunake Road, Cardiff. Monday 14th.—Daniel Bataini, Oaonui. Tuesday 22nd.—G. S. White, Stuart Road, Eltham. Wednesday 23rd.—Malcolm McDonald, Toko. Friday 25th.—Geo. Martin, Rawhitiroa. Monday 28th.—Chas. Sattler, Hurleyville. Wednesday 30th.—Harold Palmer, Alton. Wednesday 30th.—James Pierce, Flint Road, Stratford. bbox=[553, 147, 689, 249]
also-heading: ALSO— bbox=[1033, 466, 1059, 475]
np-heading: NEW PLYMOUTH bbox=[589, 688, 653, 697]
kaupokonui-sub2: THE PICK OF THE WAIMATE PLAINS—TO BE SOLD AS A GOING CONCERN. bbox=[46, 1128, 266, 1145]
fc-heading: FARMERS' CO-OP. bbox=[714, 759, 813, 774]
newspaper-title: THE TARANAKI DAILY NEWS, THURSDAY, MAY 13, 1920. bbox=[330, 17, 817, 33]
dockrill-postage: POSTAGE PAID ON ALL COUNTRY ORDERS. bbox=[164, 948, 314, 956]
acres100-body: 100 ACRES freehold, all in grass, but 13 acres turnips and little shelter bush, situated within 8 miles of New Plymouth, good dwelling and wharves. Up-to-date concrete cowshed with machines, two engines, and implement shed, etc. The property is carrying 75 cows, now carrying 60 cows, 8 horses, bull, number of sheep. School and factory within one mile. Price £30 per acre, £1000 cash, balance arranged. Stock and implements can be taken over at valuation if desired. Can show good returns. bbox=[838, 1045, 973, 1163]
melbourne-name: The Melbourne Ltd. bbox=[62, 381, 378, 490]
dockrill-agents: Sole Agents New Plymouth District for Crockett and Jones' "HEALTH BRAND" FOOTWEAR. bbox=[54, 936, 300, 942]
kaupokonui-address: REGENT STREET, HAWERA. 'PHONES: 354, Private 223. bbox=[80, 1240, 280, 1249]
farm-body: Good dairying and grazing land, Omata district, about 20 acres in bush, practically all ploughable, well fenced, metalled road within ½ mile of property, council has promised to complete remainder this winter; 3 miles from factory and school; 5-roomed house, washhouse and outbuildings. Price £16 per acre, a dirt cheap property at the price. bbox=[161, 551, 279, 645]
waiwakaiho-date: FRIDAY, MAY 14 bbox=[1018, 570, 1074, 579]
notice-body: CLIENTS will kindly note that in order to minimise the work of my Clerical Staff, terms for all Furniture and sundries at Clearing Sales are strictly cash. NEWTON KING, Auctioneer. bbox=[838, 753, 973, 795]
webster-heading: WEBSTER BROS. bbox=[1007, 657, 1085, 668]
kaupokonui-agent: R. J. TIDDY & CO. bbox=[96, 1224, 216, 1240]
technical-heading: TECHNICAL EDUCATION. bbox=[422, 39, 540, 49]
huiakama-heading: ON THE FARM, HUIAKAMA. bbox=[998, 244, 1094, 253]
acres260-body: 260 ACRES, freehold, situated 1½ miles from prosperous township and railway, all in grass, well subdivided, 7-roomed house, 10-bail concrete cowshed, machines, etc. The land is practically all level and free of weeds and is carrying at present 75 cows, 20 heifers, 2 bulls, 5 horses, 32 yearlings. Will easily carry 110 cows. Price £52 per acre, £3000 cash, balance 5 years 6 per cent. bbox=[838, 940, 973, 1033]
winter-show: WINTER SHOW: bbox=[563, 697, 679, 713]
forsale-heading: FOR SALE bbox=[602, 496, 640, 505]
lunch-1: LIGHT LUNCHEON PROVIDED. bbox=[992, 221, 1100, 230]
farm-column bbox=[156, 543, 279, 690]
item-name: SMART TRENCH COATS. bbox=[70, 210, 172, 221]
taylor-phone: Phone 51 bbox=[379, 1235, 410, 1244]
loan-aug: AUGUST: bbox=[603, 297, 639, 306]
newton-may: MAY. bbox=[896, 97, 915, 106]
waiwakaiho-heading: WAIWAKAIHO YARDS. bbox=[999, 562, 1093, 572]
item-name: HEAVY COLONIAL TWEED TOPCOATS. bbox=[70, 153, 230, 164]
certainteed-ad bbox=[32, 1310, 132, 1454]
everybodys-heading: EVERYBODY'S. bbox=[453, 590, 509, 599]
dockrill-heading: JUST WHAT YOU WANT. bbox=[115, 818, 325, 838]
newton-banner: NEWTON KING bbox=[848, 59, 963, 77]
uruti-heading: URUTI-WAITARA-NEW PLYMOUTH CAR SERVICE. bbox=[843, 1198, 968, 1213]
herd-body: HERD of 23 cows, Jersey strain, 2nd and 3rd calvers. R. A. LARGE, Stock and Estate Agent, New Plymouth. bbox=[553, 602, 689, 628]
farm-title: 152 ACRES. bbox=[195, 542, 245, 552]
